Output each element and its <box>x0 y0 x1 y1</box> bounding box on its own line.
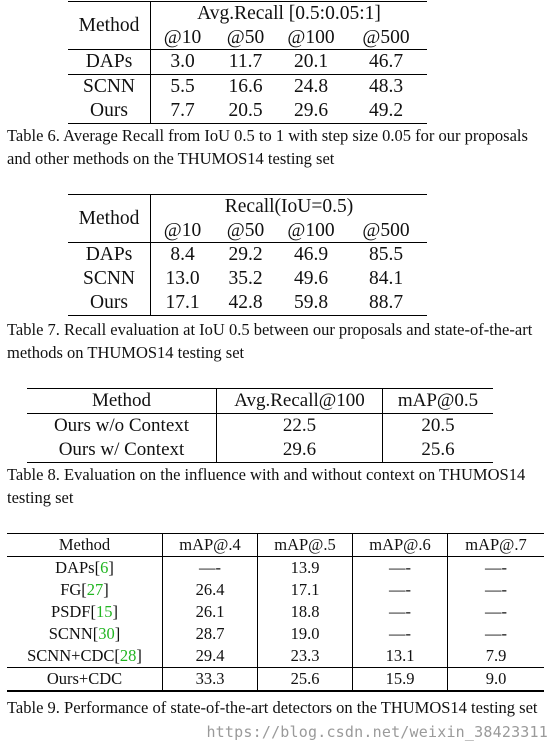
cell: 19.0 <box>258 623 353 645</box>
cell: 29.4 <box>163 645 258 668</box>
cell: 26.1 <box>163 601 258 623</box>
t9-col-map6: mAP@.6 <box>353 534 448 557</box>
t7-col-50: @50 <box>226 219 265 241</box>
method-name: DAPs <box>55 558 95 577</box>
table-header-row <box>27 389 493 414</box>
cell: —- <box>485 602 507 621</box>
cell: 16.6 <box>228 76 263 97</box>
table-header-row <box>7 534 544 557</box>
table-row <box>7 645 544 668</box>
table-6-caption: Table 6. Average Recall from IoU 0.5 to 1 with step size 0.05 for our proposals and other methods on the THUMOS14 testing set <box>7 126 528 168</box>
row-method: Ours w/ Context <box>27 438 217 463</box>
citation-link[interactable]: 15 <box>95 602 113 621</box>
table-7-caption: Table 7. Recall evaluation at IoU 0.5 between our proposals and state-of-the-art methods on THUMOS14 testing set <box>7 320 533 362</box>
t7-col-100: @100 <box>287 219 335 241</box>
cell: —- <box>353 579 448 601</box>
cell: 49.2 <box>345 99 427 124</box>
table-row <box>68 75 427 100</box>
t8-col-avg-recall: Avg.Recall@100 <box>217 389 383 414</box>
table-8 <box>27 388 493 463</box>
row-method: SCNN+CDC[28] <box>7 645 163 668</box>
t7-group-header: Recall(IoU=0.5) <box>151 195 428 219</box>
t8-col-map: mAP@0.5 <box>383 389 494 414</box>
t6-col-10: @10 <box>163 26 202 48</box>
table-row <box>27 438 493 463</box>
cell: —- <box>353 623 448 645</box>
cell: 28.7 <box>163 623 258 645</box>
row-method: DAPs <box>68 50 151 75</box>
table-row <box>68 99 427 124</box>
citation-link[interactable]: 27 <box>86 580 104 599</box>
cell: 29.6 <box>217 438 383 463</box>
table-row <box>68 243 427 268</box>
row-method: Ours w/o Context <box>27 414 217 439</box>
table-row <box>7 557 544 580</box>
cell: 48.3 <box>368 76 404 97</box>
cell: 29.6 <box>277 99 345 124</box>
method-name: PSDF <box>51 602 91 621</box>
method-name: FG <box>60 580 82 599</box>
cell: 25.6 <box>383 438 494 463</box>
cell: 85.5 <box>345 243 427 268</box>
row-method: SCNN[30] <box>7 623 163 645</box>
cell: 84.1 <box>368 268 404 289</box>
cell: 20.5 <box>421 415 455 436</box>
t6-col-500: @500 <box>362 26 410 48</box>
t9-col-method: Method <box>7 534 163 557</box>
table-row <box>68 50 427 75</box>
cell: 20.1 <box>277 50 345 75</box>
table-6 <box>68 1 427 124</box>
cell: 18.8 <box>258 601 353 623</box>
table-7 <box>68 194 427 316</box>
cell: 35.2 <box>228 268 263 289</box>
row-method: SCNN <box>68 267 151 291</box>
table-9-caption: Table 9. Performance of state-of-the-art detectors on the THUMOS14 testing set <box>7 698 538 717</box>
t6-col-50: @50 <box>226 26 265 48</box>
cell: 49.6 <box>293 268 329 289</box>
cell: 24.8 <box>293 76 329 97</box>
cell: —- <box>485 624 507 643</box>
table-row <box>27 414 493 439</box>
row-method: Ours <box>68 291 151 316</box>
cell: 3.0 <box>151 50 215 75</box>
cell: 29.2 <box>214 243 277 268</box>
table-9 <box>7 533 544 692</box>
cell: 8.4 <box>151 243 215 268</box>
citation-link[interactable]: 28 <box>119 646 137 665</box>
cell: —- <box>353 557 448 580</box>
cell: 46.7 <box>345 50 427 75</box>
cell: 5.5 <box>170 76 195 97</box>
cell: 17.1 <box>151 291 215 316</box>
t7-col-500: @500 <box>362 219 410 241</box>
table-row <box>68 267 427 291</box>
table-row <box>7 579 544 601</box>
cell: 26.4 <box>163 579 258 601</box>
cell: —- <box>353 601 448 623</box>
t8-col-method: Method <box>27 389 217 414</box>
t7-col-10: @10 <box>163 219 202 241</box>
row-method: PSDF[15] <box>7 601 163 623</box>
cell: 9.0 <box>448 668 545 692</box>
cell: 88.7 <box>345 291 427 316</box>
table-row-final <box>7 668 544 692</box>
cell: 23.3 <box>258 645 353 668</box>
row-method: DAPs <box>68 243 151 268</box>
method-name: SCNN <box>48 624 93 643</box>
row-method: DAPs[6] <box>7 557 163 580</box>
citation-link[interactable]: 6 <box>100 558 109 577</box>
table-row <box>7 601 544 623</box>
cell: 33.3 <box>163 668 258 692</box>
watermark: https://blog.csdn.net/weixin_38423311 <box>206 723 548 741</box>
citation-link[interactable]: 30 <box>98 624 115 643</box>
t6-col-100: @100 <box>287 26 335 48</box>
cell: 25.6 <box>258 668 353 692</box>
cell: 59.8 <box>277 291 345 316</box>
cell: 22.5 <box>217 414 383 439</box>
cell: 46.9 <box>277 243 345 268</box>
t9-col-map4: mAP@.4 <box>163 534 258 557</box>
row-method: Ours+CDC <box>7 668 163 692</box>
cell: —- <box>485 558 507 577</box>
row-method: Ours <box>68 99 151 124</box>
cell: 13.9 <box>258 557 353 580</box>
table-row <box>7 623 544 645</box>
cell: 7.9 <box>485 646 507 665</box>
t6-method-header: Method <box>68 2 151 50</box>
cell: 15.9 <box>353 668 448 692</box>
cell: 13.1 <box>353 645 448 668</box>
method-name: SCNN+CDC <box>27 646 115 665</box>
cell: 20.5 <box>214 99 277 124</box>
table-row <box>68 291 427 316</box>
row-method: FG[27] <box>7 579 163 601</box>
table-8-caption: Table 8. Evaluation on the influence with and without context on THUMOS14 testing set <box>7 465 526 507</box>
t6-group-header: Avg.Recall [0.5:0.05:1] <box>151 2 428 26</box>
cell: 42.8 <box>214 291 277 316</box>
cell: 13.0 <box>165 268 200 289</box>
cell: 7.7 <box>151 99 215 124</box>
cell: —- <box>163 557 258 580</box>
cell: 11.7 <box>214 50 277 75</box>
t9-col-map7: mAP@.7 <box>448 534 545 557</box>
t7-method-header: Method <box>68 195 151 243</box>
t9-col-map5: mAP@.5 <box>258 534 353 557</box>
cell: —- <box>485 580 507 599</box>
row-method: SCNN <box>68 75 151 100</box>
cell: 17.1 <box>258 579 353 601</box>
